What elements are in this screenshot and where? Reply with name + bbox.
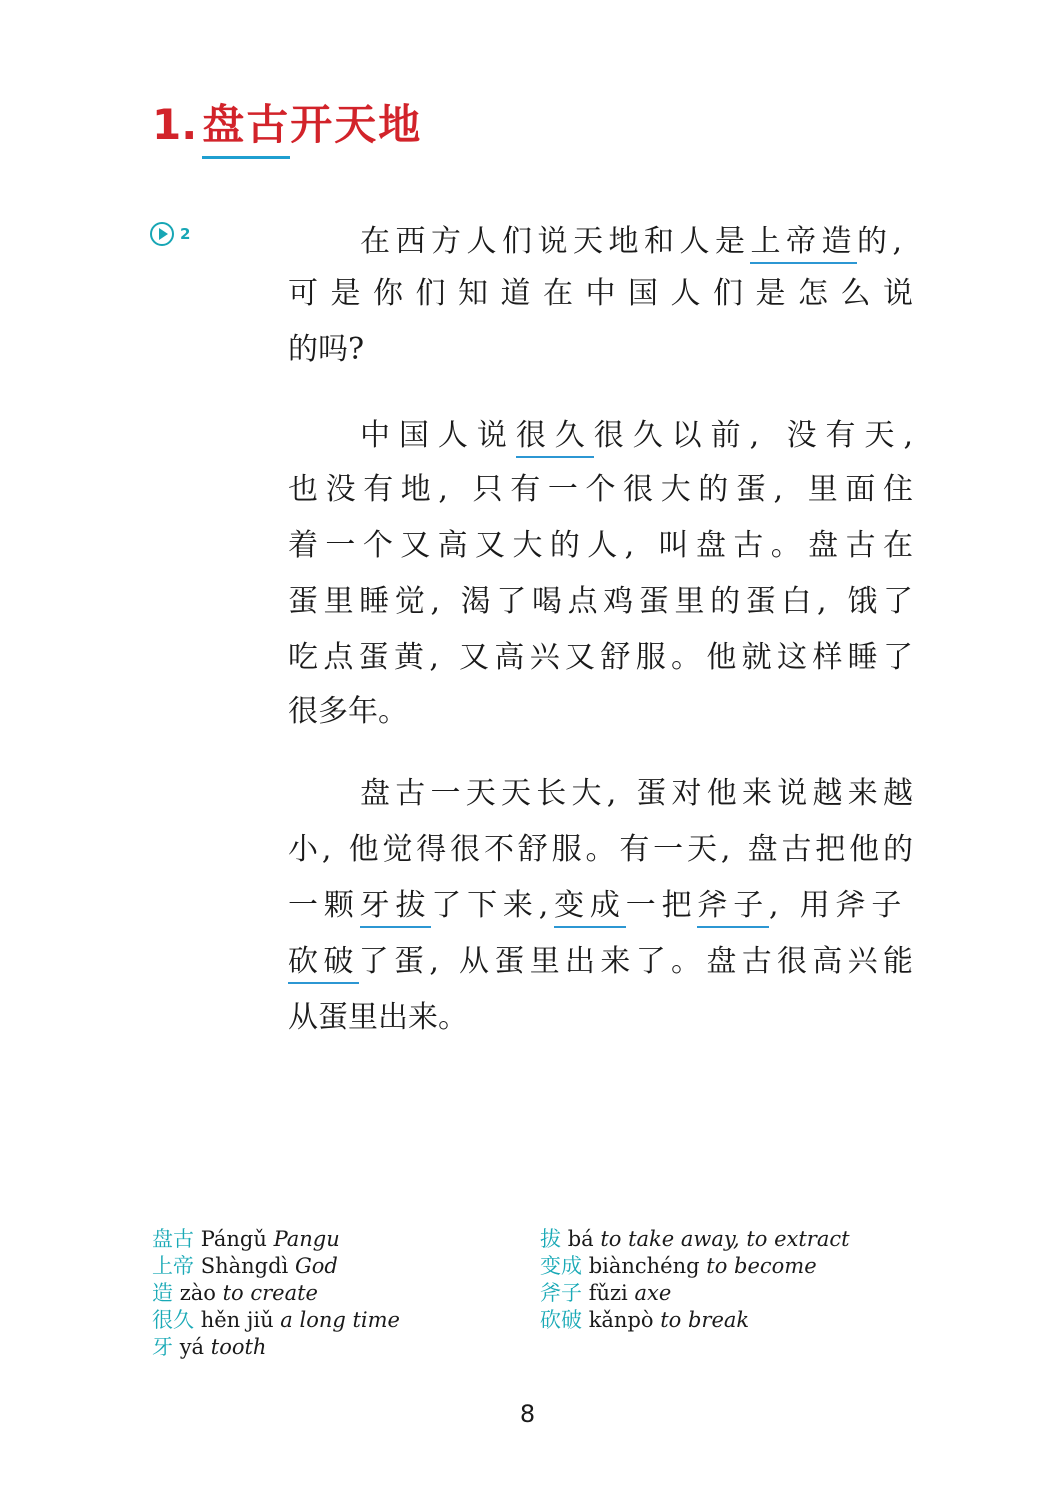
glossary-pinyin: hěn jiǔ xyxy=(200,1308,274,1332)
glossary-english: a long time xyxy=(280,1308,400,1332)
text-line xyxy=(288,634,918,682)
glossary-pinyin: biànchéng xyxy=(588,1254,700,1278)
text-line xyxy=(288,326,364,374)
glossary-english: tooth xyxy=(210,1335,267,1359)
text-line xyxy=(288,994,468,1042)
glossary-entry xyxy=(540,1226,850,1253)
text-line xyxy=(360,218,908,266)
glossary-pinyin: zào xyxy=(179,1281,216,1305)
text-segment: 蛋里睡觉, 渴了喝点鸡蛋里的蛋白, 饿了 xyxy=(288,584,919,619)
glossary-chinese: 造 xyxy=(152,1281,173,1305)
glossary-chinese: 很久 xyxy=(152,1308,194,1332)
glossary-pinyin: fǔzi xyxy=(588,1281,628,1305)
vocab-word[interactable]: 造 xyxy=(821,222,857,264)
text-segment: 了下来, xyxy=(431,888,555,923)
glossary-entry xyxy=(540,1253,850,1280)
chapter-title xyxy=(152,92,422,162)
text-segment: 的, xyxy=(856,224,908,259)
chapter-title-text xyxy=(202,100,422,149)
glossary-english: Pangu xyxy=(273,1227,340,1251)
audio-track-marker[interactable] xyxy=(150,222,190,246)
vocab-word[interactable]: 变成 xyxy=(554,886,626,928)
text-segment: 小, 他觉得很不舒服。有一天, 盘古把他的 xyxy=(288,832,917,867)
glossary-english: to break xyxy=(660,1308,750,1332)
glossary-english: axe xyxy=(634,1281,672,1305)
glossary-entry xyxy=(152,1253,400,1280)
vocab-word[interactable]: 斧子 xyxy=(697,886,769,928)
glossary-english: to become xyxy=(706,1254,817,1278)
chapter-title-underlined: 盘古 xyxy=(202,92,290,159)
glossary-pinyin: Shàngdì xyxy=(200,1254,289,1278)
text-segment: 盘古一天天长大, 蛋对他来说越来越 xyxy=(360,776,919,811)
text-segment: 在西方人们说天地和人是 xyxy=(360,224,751,259)
vocab-word[interactable]: 很久 xyxy=(516,416,594,458)
text-segment: 一颗 xyxy=(288,888,360,923)
text-line xyxy=(288,466,921,514)
text-segment: 很久以前, 没有天, xyxy=(593,418,922,453)
glossary-entry xyxy=(152,1307,400,1334)
glossary-chinese: 拔 xyxy=(540,1227,561,1251)
chapter-number: 1. xyxy=(152,100,198,149)
text-segment: 中国人说 xyxy=(360,418,516,453)
glossary-chinese: 变成 xyxy=(540,1254,582,1278)
vocab-word[interactable]: 牙 xyxy=(360,886,396,928)
text-segment: 的吗? xyxy=(288,332,365,367)
glossary-chinese: 牙 xyxy=(152,1335,173,1359)
glossary-english: God xyxy=(294,1254,338,1278)
text-line xyxy=(360,770,918,818)
chapter-title-rest: 开天地 xyxy=(290,100,423,149)
glossary-entry xyxy=(540,1280,850,1307)
glossary-entry xyxy=(152,1334,400,1361)
glossary-english: to take away, to extract xyxy=(600,1227,850,1251)
text-segment: 吃点蛋黄, 又高兴又舒服。他就这样睡了 xyxy=(288,640,919,675)
vocab-word[interactable]: 上帝 xyxy=(750,222,821,264)
glossary-chinese: 砍破 xyxy=(540,1308,582,1332)
glossary-pinyin: bá xyxy=(567,1227,594,1251)
play-icon[interactable] xyxy=(150,222,174,246)
text-line xyxy=(288,578,919,626)
text-line xyxy=(360,412,922,460)
glossary-english: to create xyxy=(222,1281,318,1305)
glossary-chinese: 盘古 xyxy=(152,1227,194,1251)
glossary-entry xyxy=(152,1226,400,1253)
text-line xyxy=(288,882,907,930)
audio-track-number: 2 xyxy=(180,225,191,243)
glossary-pinyin: Pángǔ xyxy=(200,1227,267,1251)
glossary-entry xyxy=(152,1280,400,1307)
glossary-chinese: 上帝 xyxy=(152,1254,194,1278)
glossary-right-column xyxy=(540,1226,850,1334)
text-segment: 可 是 你 们 知 道 在 中 国 人 们 是 怎 么 说 xyxy=(288,276,915,311)
glossary-chinese: 斧子 xyxy=(540,1281,582,1305)
text-line xyxy=(288,826,917,874)
glossary-pinyin: yá xyxy=(179,1335,205,1359)
text-segment: 着一个又高又大的人, 叫盘古。盘古在 xyxy=(288,528,921,563)
vocab-word[interactable]: 砍破 xyxy=(288,942,359,984)
text-segment: , 用斧子 xyxy=(769,888,908,923)
text-segment: 很多年。 xyxy=(288,694,408,729)
page-number: 8 xyxy=(519,1400,536,1428)
text-segment: 了蛋, 从蛋里出来了。盘古很高兴能 xyxy=(358,944,919,979)
text-segment: 从蛋里出来。 xyxy=(288,1000,468,1035)
text-segment: 一把 xyxy=(625,888,698,923)
glossary-left-column xyxy=(152,1226,400,1361)
text-line xyxy=(288,688,408,736)
glossary-entry xyxy=(540,1307,850,1334)
text-line xyxy=(288,938,918,986)
text-line xyxy=(288,270,914,318)
text-segment: 也没有地, 只有一个很大的蛋, 里面住 xyxy=(288,472,921,507)
text-line xyxy=(288,522,920,570)
vocab-word[interactable]: 拔 xyxy=(395,886,431,928)
glossary-pinyin: kǎnpò xyxy=(588,1308,654,1332)
